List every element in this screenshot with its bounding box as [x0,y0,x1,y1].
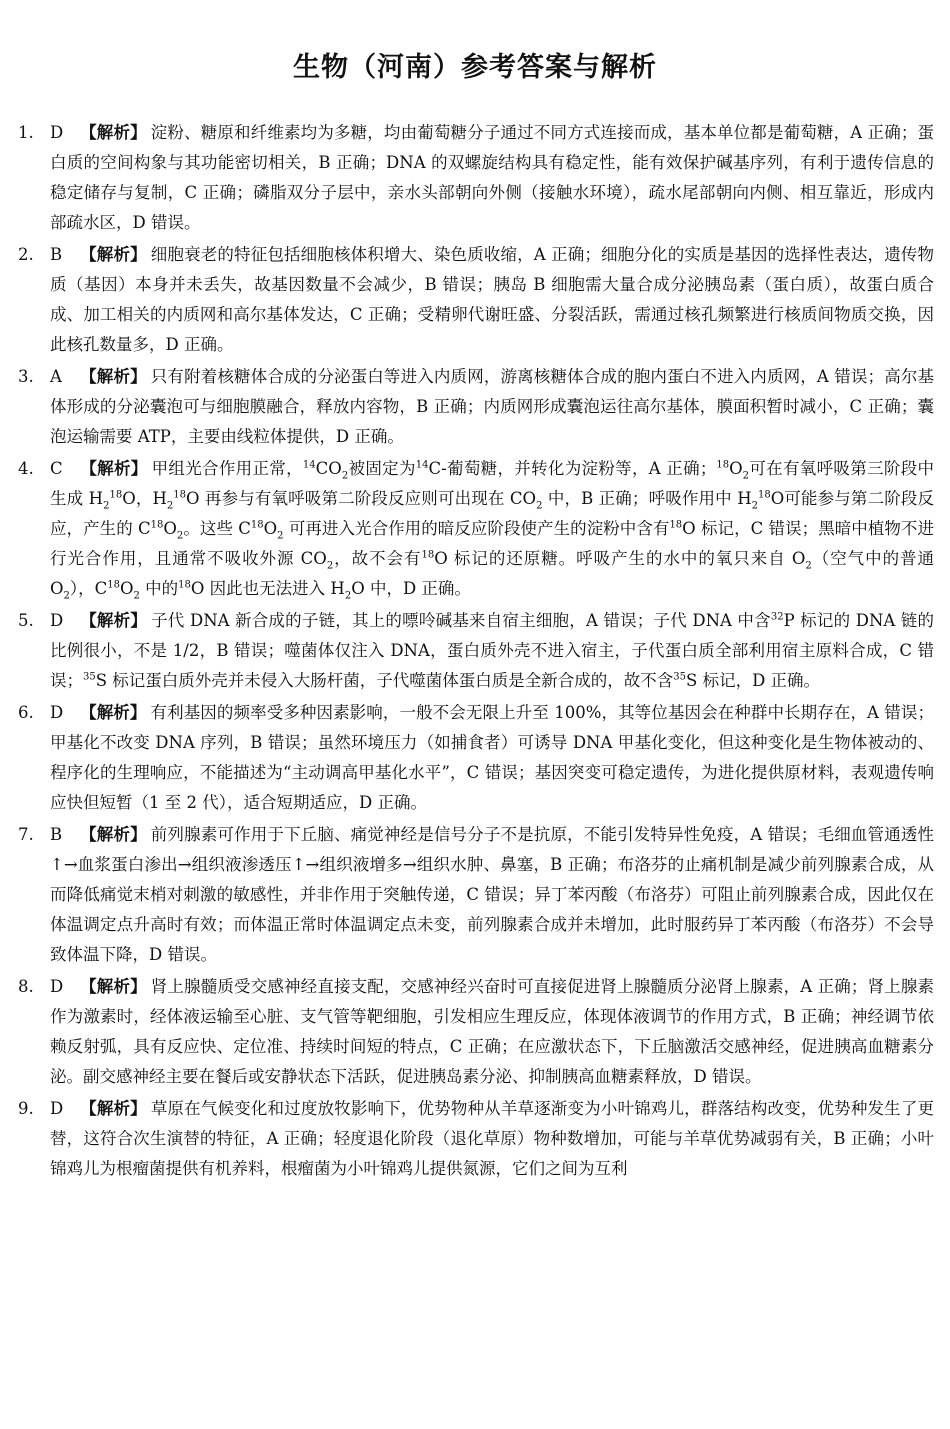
answer-letter: B [50,825,63,844]
explanation-text: 甲组光合作用正常，$^{14}CO_2$被固定为$^{14}$C-葡萄糖，并转化为淀粉等，A 正确；$^{18}O_2$可在有氧呼吸第三阶段中生成 $H_2^{18}O$，$H_2^{18}O$ 再参与有氧呼吸第二阶段反应则可出现在 $CO_2$ 中，B 正确；呼吸作用中 $H_2^{18}O$可能参与第二阶段反应，产生的 $C^{18}O_2$。这些 $C^{18}O_2$ 可再进入光合作用的暗反应阶段使产生的淀粉中含有$^{18}$O 标记，C 错误；黑暗中植物不进行光合作用，且通常不吸收外源 $CO_2$，故不会有$^{18}$O 标记的还原糖。呼吸产生的水中的氧只来自 $O_2$（空气中的普通 $O_2$），$C^{18}O_2$ 中的$^{18}$O 因此也无法进入 $H_2O$ 中，D 正确。 [50,459,935,602]
answer-item [18,454,934,604]
explanation-text: 前列腺素可作用于下丘脑、痛觉神经是信号分子不是抗原，不能引发特异性免疫，A 错误；毛细血管通透性↑→血浆蛋白渗出→组织液渗透压↑→组织液增多→组织水肿、鼻塞，B 正确；布洛芬的止痛机制是减少前列腺素合成，从而降低痛觉末梢对刺激的敏感性，并非作用于突触传递，C 错误；异丁苯丙酸（布洛芬）可阻止前列腺素合成，因此仅在体温调定点升高时有效；而体温正常时体温调定点未变，前列腺素合成并未增加，此时服药异丁苯丙酸（布洛芬）不会导致体温下降，D 错误。 [50,825,935,964]
answer-item [18,1094,934,1184]
answer-letter: D [50,703,64,722]
jiexi-tag: 【解析】 [80,825,147,844]
jiexi-tag: 【解析】 [80,367,147,386]
answer-item [18,118,934,238]
answer-letter: D [50,123,64,142]
answer-item [18,698,934,818]
item-number: 9. [18,1099,34,1118]
explanation-text: 淀粉、糖原和纤维素均为多糖，均由葡萄糖分子通过不同方式连接而成，基本单位都是葡萄糖，A 正确；蛋白质的空间构象与其功能密切相关，B 正确；DNA 的双螺旋结构具有稳定性，能有效保护碱基序列，有利于遗传信息的稳定储存与复制，C 正确；磷脂双分子层中，亲水头部朝向外侧（接触水环境），疏水尾部朝向内侧、相互靠近，形成内部疏水区，D 错误。 [50,123,935,232]
answer-item [18,972,934,1092]
answer-list [18,118,934,1186]
answer-letter: D [50,977,64,996]
answer-letter: D [50,611,64,630]
explanation-text: 肾上腺髓质受交感神经直接支配，交感神经兴奋时可直接促进肾上腺髓质分泌肾上腺素，A 正确；肾上腺素作为激素时，经体液运输至心脏、支气管等靶细胞，引发相应生理反应，体现体液调节的作用方式，B 正确；神经调节依赖反射弧，具有反应快、定位准、持续时间短的特点，C 正确；在应激状态下，下丘脑激活交感神经，促进胰高血糖素分泌。副交感神经主要在餐后或安静状态下活跃，促进胰岛素分泌、抑制胰高血糖素释放，D 错误。 [50,977,935,1086]
item-number: 2. [18,245,34,264]
answer-letter: C [50,459,63,478]
jiexi-tag: 【解析】 [80,123,147,142]
item-number: 3. [18,367,34,386]
answer-item [18,606,934,696]
page-title: 生物（河南）参考答案与解析 [293,52,657,83]
explanation-text: 只有附着核糖体合成的分泌蛋白等进入内质网，游离核糖体合成的胞内蛋白不进入内质网，A 错误；高尔基体形成的分泌囊泡可与细胞膜融合，释放内容物，B 正确；内质网形成囊泡运往高尔基体，膜面积暂时减小，C 正确；囊泡运输需要 ATP，主要由线粒体提供，D 正确。 [50,367,935,446]
jiexi-tag: 【解析】 [80,245,147,264]
item-number: 8. [18,977,34,996]
item-number: 5. [18,611,34,630]
item-number: 4. [18,459,34,478]
jiexi-tag: 【解析】 [80,977,147,996]
explanation-text: 子代 DNA 新合成的子链，其上的嘌呤碱基来自宿主细胞，A 错误；子代 DNA 中含$^{32}$P 标记的 DNA 链的比例很小，不是 1/2，B 错误；噬菌体仅注入 DNA，蛋白质外壳不进入宿主，子代蛋白质全部利用宿主原料合成，C 错误；$^{35}$S 标记蛋白质外壳并未侵入大肠杆菌，子代噬菌体蛋白质是全新合成的，故不含$^{35}$S 标记，D 正确。 [50,611,935,690]
explanation-text: 细胞衰老的特征包括细胞核体积增大、染色质收缩，A 正确；细胞分化的实质是基因的选择性表达，遗传物质（基因）本身并未丢失，故基因数量不会减少，B 错误；胰岛 B 细胞需大量合成分泌胰岛素（蛋白质），故蛋白质合成、加工相关的内质网和高尔基体发达，C 正确；受精卵代谢旺盛、分裂活跃，需通过核孔频繁进行核质间物质交换，因此核孔数量多，D 正确。 [50,245,935,354]
answer-letter: B [50,245,63,264]
answer-item [18,240,934,360]
item-number: 6. [18,703,34,722]
answer-letter: D [50,1099,64,1118]
item-number: 1. [18,123,34,142]
jiexi-tag: 【解析】 [80,611,148,630]
answer-item [18,820,934,970]
item-number: 7. [18,825,34,844]
explanation-text: 草原在气候变化和过度放牧影响下，优势物种从羊草逐渐变为小叶锦鸡儿，群落结构改变，优势种发生了更替，这符合次生演替的特征，A 正确；轻度退化阶段（退化草原）物种数增加，可能与羊草优势减弱有关，B 正确；小叶锦鸡儿为根瘤菌提供有机养料，根瘤菌为小叶锦鸡儿提供氮源，它们之间为互利 [50,1099,935,1178]
jiexi-tag: 【解析】 [80,459,148,478]
jiexi-tag: 【解析】 [80,703,147,722]
answer-item [18,362,934,452]
answer-letter: A [50,367,62,386]
jiexi-tag: 【解析】 [80,1099,147,1118]
explanation-text: 有利基因的频率受多种因素影响，一般不会无限上升至 100%，其等位基因会在种群中长期存在，A 错误；甲基化不改变 DNA 序列，B 错误；虽然环境压力（如捕食者）可诱导 DNA 甲基化变化，但这种变化是生物体被动的、程序化的生理响应，不能描述为“主动调高甲基化水平”，C 错误；基因突变可稳定遗传，为进化提供原材料，表观遗传响应快但短暂（1 至 2 代），适合短期适应，D 正确。 [50,703,935,812]
